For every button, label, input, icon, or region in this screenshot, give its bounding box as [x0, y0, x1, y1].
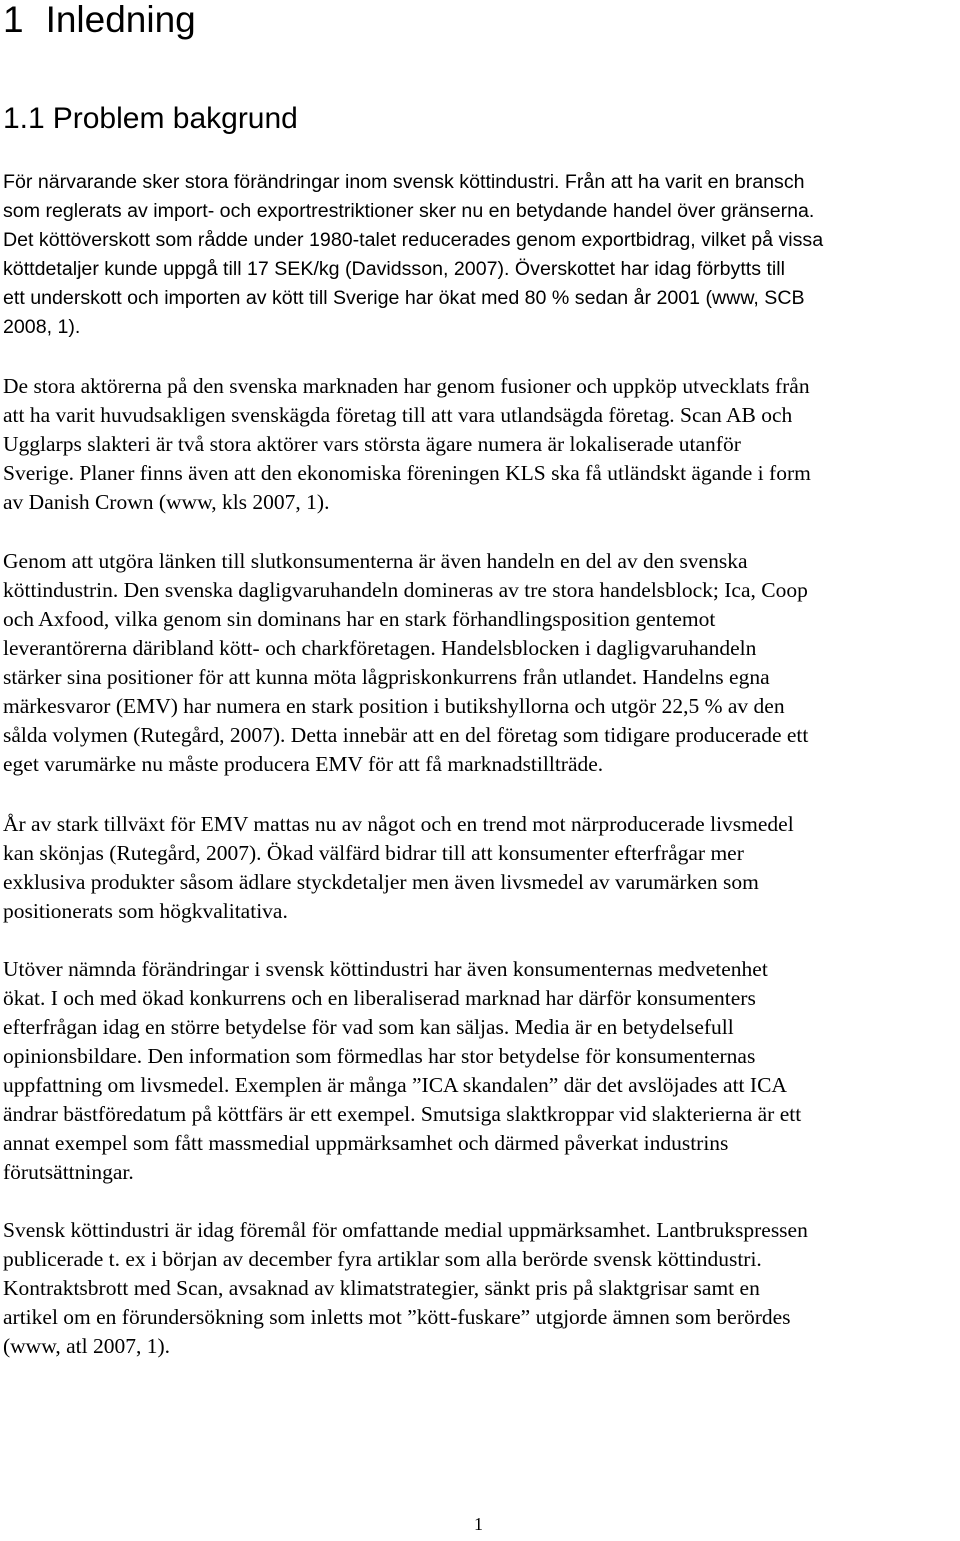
paragraph-line: kan skönjas (Rutegård, 2007). Ökad välfärd bidrar till att konsumenter efterfrågar mer — [3, 841, 744, 865]
paragraph-1 — [3, 168, 960, 342]
chapter-title: Inledning — [45, 0, 196, 40]
paragraph-6 — [3, 1216, 960, 1361]
paragraph-line: annat exempel som fått massmedial uppmärksamhet och därmed påverkat industrins — [3, 1131, 729, 1155]
paragraph-line: köttindustrin. Den svenska dagligvaruhandeln domineras av tre stora handelsblock; Ica, Coop — [3, 578, 808, 602]
page-number: 1 — [474, 1514, 483, 1534]
paragraph-line: att ha varit huvudsakligen svenskägda företag till att vara utlandsägda företag. Scan AB och — [3, 403, 793, 427]
paragraph-line: (www, atl 2007, 1). — [3, 1334, 170, 1358]
section-title: Problem bakgrund — [52, 102, 298, 135]
paragraph-line: För närvarande sker stora förändringar inom svensk köttindustri. Från att ha varit en bransch — [3, 171, 805, 193]
paragraph-line: ändrar bästföredatum på köttfärs är ett exempel. Smutsiga slaktkroppar vid slakterierna är ett — [3, 1102, 802, 1126]
paragraph-line: köttdetaljer kunde uppgå till 17 SEK/kg (Davidsson, 2007). Överskottet har idag förbytts till — [3, 258, 785, 280]
paragraph-line: stärker sina positioner för att kunna möta lågpriskonkurrens från utlandet. Handelns egna — [3, 665, 770, 689]
paragraph-line: Sverige. Planer finns även att den ekonomiska föreningen KLS ska få utländskt ägande i form — [3, 461, 811, 485]
paragraph-line: Genom att utgöra länken till slutkonsumenterna är även handeln en del av den svenska — [3, 549, 748, 573]
section-number: 1.1 — [3, 102, 45, 135]
paragraph-line: av Danish Crown (www, kls 2007, 1). — [3, 490, 330, 514]
chapter-heading — [3, 0, 196, 42]
paragraph-line: Utöver nämnda förändringar i svensk köttindustri har även konsumenternas medvetenhet — [3, 957, 768, 981]
paragraph-line: 2008, 1). — [3, 316, 81, 338]
paragraph-line: ett underskott och importen av kött till Sverige har ökat med 80 % sedan år 2001 (www, SCB — [3, 287, 805, 309]
paragraph-line: leverantörerna däribland kött- och charkföretagen. Handelsblocken i dagligvaruhandeln — [3, 636, 757, 660]
paragraph-line: exklusiva produkter såsom ädlare styckdetaljer men även livsmedel av varumärken som — [3, 870, 759, 894]
paragraph-line: uppfattning om livsmedel. Exemplen är många ”ICA skandalen” där det avslöjades att ICA — [3, 1073, 787, 1097]
paragraph-line: eget varumärke nu måste producera EMV för att få marknadstillträde. — [3, 752, 604, 776]
paragraph-line: förutsättningar. — [3, 1160, 134, 1184]
paragraph-line: Kontraktsbrott med Scan, avsaknad av klimatstrategier, sänkt pris på slaktgrisar samt en — [3, 1276, 760, 1300]
paragraph-line: positionerats som högkvalitativa. — [3, 899, 288, 923]
paragraph-line: ökat. I och med ökad konkurrens och en liberaliserad marknad har därför konsumenters — [3, 986, 756, 1010]
paragraph-3 — [3, 547, 960, 779]
paragraph-line: År av stark tillväxt för EMV mattas nu av något och en trend mot närproducerade livsmedel — [3, 812, 794, 836]
paragraph-line: artikel om en förundersökning som inletts mot ”kött-fuskare” utgjorde ämnen som berördes — [3, 1305, 791, 1329]
paragraph-line: De stora aktörerna på den svenska marknaden har genom fusioner och uppköp utvecklats från — [3, 374, 810, 398]
paragraph-line: sålda volymen (Rutegård, 2007). Detta innebär att en del företag som tidigare producerade ett — [3, 723, 809, 747]
paragraph-line: som reglerats av import- och exportrestriktioner sker nu en betydande handel över gränserna. — [3, 200, 815, 222]
paragraph-2 — [3, 372, 960, 517]
paragraph-line: märkesvaror (EMV) har numera en stark position i butikshyllorna och utgör 22,5 % av den — [3, 694, 785, 718]
chapter-number: 1 — [3, 0, 24, 40]
paragraph-line: opinionsbildare. Den information som förmedlas har stor betydelse för konsumenternas — [3, 1044, 756, 1068]
paragraph-4 — [3, 810, 960, 926]
paragraph-5 — [3, 955, 960, 1187]
section-heading — [3, 100, 298, 138]
paragraph-line: Det köttöverskott som rådde under 1980-talet reducerades genom exportbidrag, vilket på vissa — [3, 229, 824, 251]
paragraph-line: efterfrågan idag en större betydelse för vad som kan säljas. Media är en betydelsefull — [3, 1015, 734, 1039]
paragraph-line: Svensk köttindustri är idag föremål för omfattande medial uppmärksamhet. Lantbrukspressen — [3, 1218, 808, 1242]
paragraph-line: Ugglarps slakteri är två stora aktörer vars största ägare numera är lokaliserade utanför — [3, 432, 741, 456]
paragraph-line: publicerade t. ex i början av december fyra artiklar som alla berörde svensk köttindustri. — [3, 1247, 762, 1271]
paragraph-line: och Axfood, vilka genom sin dominans har en stark förhandlingsposition gentemot — [3, 607, 716, 631]
